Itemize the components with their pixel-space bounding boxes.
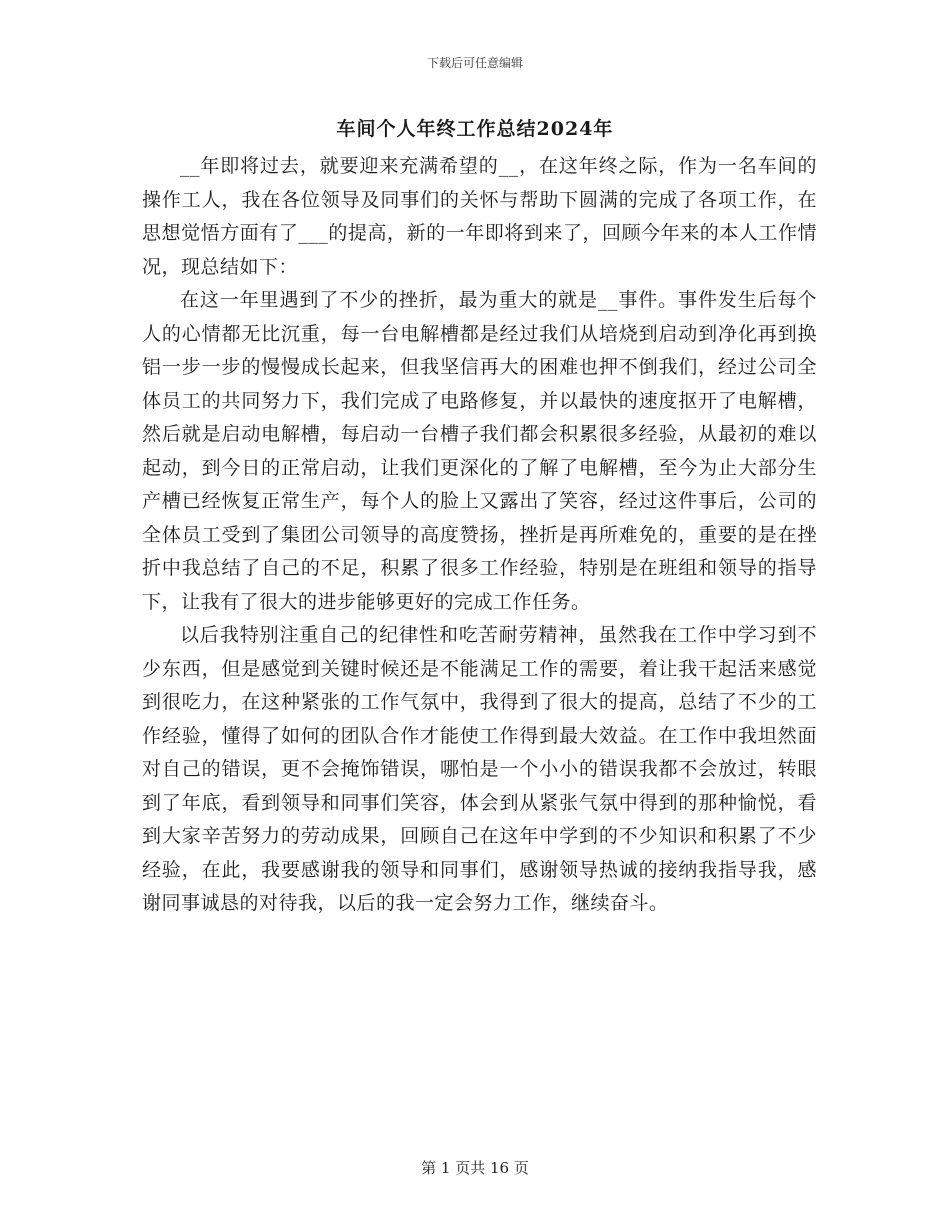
paragraph-1: __年即将过去，就要迎来充满希望的__，在这年终之际，作为一名车间的操作工人，我在各位领导及同事们的关怀与帮助下圆满的完成了各项工作，在思想觉悟方面有了___的提高，新的一年即将到来了，回顾今年来的本人工作情况，现总结如下： xyxy=(142,155,817,278)
page-footer: 第 1 页共 16 页 xyxy=(421,1159,529,1177)
header-note: 下载后可任意编辑 xyxy=(426,56,523,70)
paragraph-2: 在这一年里遇到了不少的挫折，最为重大的就是__事件。事件发生后每个人的心情都无比沉重，每一台电解槽都是经过我们从培烧到启动到净化再到换铝一步一步的慢慢成长起来，但我坚信再大的困难也押不倒我们，经过公司全体员工的共同努力下，我们完成了电路修复，并以最快的速度抠开了电解槽，然后就是启动电解槽，每启动一台槽子我们都会积累很多经验，从最初的难以起动，到今日的正常启动，让我们更深化的了解了电解槽，至今为止大部分生产槽已经恢复正常生产，每个人的脸上又露出了笑容，经过这件事后，公司的全体员工受到了集团公司领导的高度赞扬，挫折是再所难免的，重要的是在挫折中我总结了自己的不足，积累了很多工作经验，特别是在班组和领导的指导下，让我有了很大的进步能够更好的完成工作任务。 xyxy=(142,289,817,613)
document-body xyxy=(142,150,817,921)
paragraph-3: 以后我特别注重自己的纪律性和吃苦耐劳精神，虽然我在工作中学习到不少东西，但是感觉到关键时候还是不能满足工作的需要，着让我干起活来感觉到很吃力，在这种紧张的工作气氛中，我得到了很大的提高，总结了不少的工作经验，懂得了如何的团队合作才能使工作得到最大效益。在工作中我坦然面对自己的错误，更不会掩饰错误，哪怕是一个小小的错误我都不会放过，转眼到了年底，看到领导和同事们笑容，体会到从紧张气氛中得到的那种愉悦，看到大家辛苦努力的劳动成果，回顾自己在这年中学到的不少知识和积累了不少经验，在此，我要感谢我的领导和同事们，感谢领导热诚的接纳我指导我，感谢同事诚恳的对待我，以后的我一定会努力工作，继续奋斗。 xyxy=(142,624,817,914)
document-title: 车间个人年终工作总结2024年 xyxy=(336,118,614,140)
